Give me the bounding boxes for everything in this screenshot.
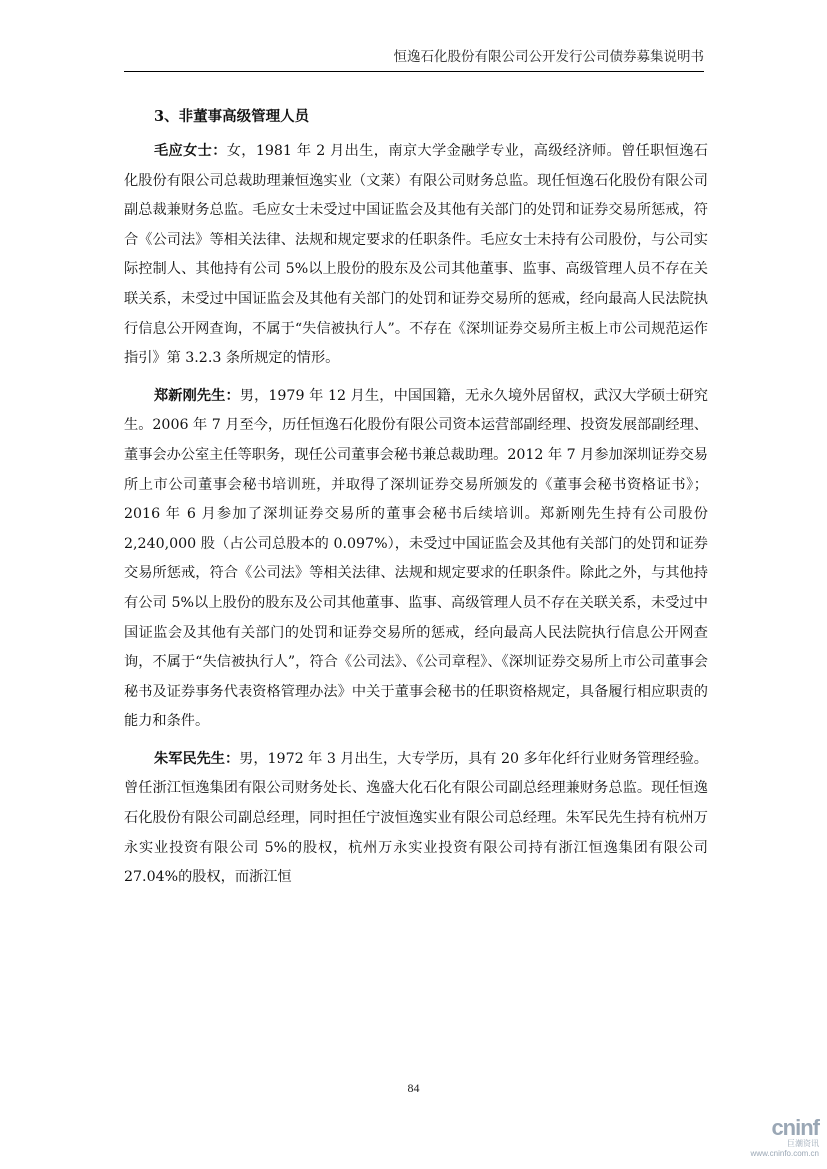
logo-wordmark: cninf [771,1115,819,1140]
page-number: 84 [407,1081,420,1095]
person-name: 朱军民先生： [154,750,240,767]
header-title: 恒逸石化股份有限公司公开发行公司债券募集说明书 [393,49,704,65]
cninf-logo [733,1117,819,1161]
paragraph-zheng-xingang [124,382,708,737]
section-title: 3、非董事高级管理人员 [154,108,310,125]
document-header [124,44,704,72]
paragraph-zhu-junmin [124,745,708,893]
person-name: 郑新刚先生： [154,387,240,404]
paragraph-mao-ying [124,137,708,374]
person-name: 毛应女士： [154,143,227,159]
document-body [124,103,708,901]
paragraph-text: 女，1981 年 2 月出生，南京大学金融学专业，高级经济师。曾任职恒逸石化股份有限公司总裁助理兼恒逸实业（文莱）有限公司财务总监。现任恒逸石化股份有限公司副总裁兼财务总监。毛应女士未受过中国证监会及其他有关部门的处罚和证券交易所惩戒，符合《公司法》等相关法律、法规和规定要求的任职条件。毛应女士未持有公司股份，与公司实际控制人、其他持有公司 5%以上股份的股东及公司其他董事、监事、高级管理人员不存在关联关系，未受过中国证监会及其他有关部门的处罚和证券交易所的惩戒，经向最高人民法院执行信息公开网查询，不属于“失信被执行人”。不存在《深圳证券交易所主板上市公司规范运作指引》第 3.2.3 条所规定的情形。 [124,143,708,367]
paragraph-text: 男，1979 年 12 月生，中国国籍，无永久境外居留权，武汉大学硕士研究生。2006 年 7 月至今，历任恒逸石化股份有限公司资本运营部副经理、投资发展部副经理、董事会办公室主任等职务，现任公司董事会秘书兼总裁助理。2012 年 7 月参加深圳证券交易所上市公司董事会秘书培训班，并取得了深圳证券交易所颁发的《董事会秘书资格证书》；2016 年 6 月参加了深圳证券交易所的董事会秘书后续培训。郑新刚先生持有公司股份 2,240,000 股（占公司总股本的 0.097%），未受过中国证监会及其他有关部门的处罚和证券交易所惩戒，符合《公司法》等相关法律、法规和规定要求的任职条件。除此之外，与其他持有公司 5%以上股份的股东及公司其他董事、监事、高级管理人员不存在关联关系，未受过中国证监会及其他有关部门的处罚和证券交易所的惩戒，经向最高人民法院执行信息公开网查询，不属于“失信被执行人”，符合《公司法》、《公司章程》、《深圳证券交易所上市公司董事会秘书及证券事务代表资格管理办法》中关于董事会秘书的任职资格规定，具备履行相应职责的能力和条件。 [124,387,708,730]
paragraph-text: 男，1972 年 3 月出生，大专学历，具有 20 多年化纤行业财务管理经验。曾任浙江恒逸集团有限公司财务处长、逸盛大化石化有限公司副总经理兼财务总监。现任恒逸石化股份有限公司副总经理，同时担任宁波恒逸实业有限公司总经理。朱军民先生持有杭州万永实业投资有限公司 5%的股权，杭州万永实业投资有限公司持有浙江恒逸集团有限公司 27.04%的股权，而浙江恒 [124,750,708,886]
logo-url: www.cninfo.com.cn [750,1149,819,1158]
logo-subtitle: 巨潮资讯 [787,1139,819,1148]
